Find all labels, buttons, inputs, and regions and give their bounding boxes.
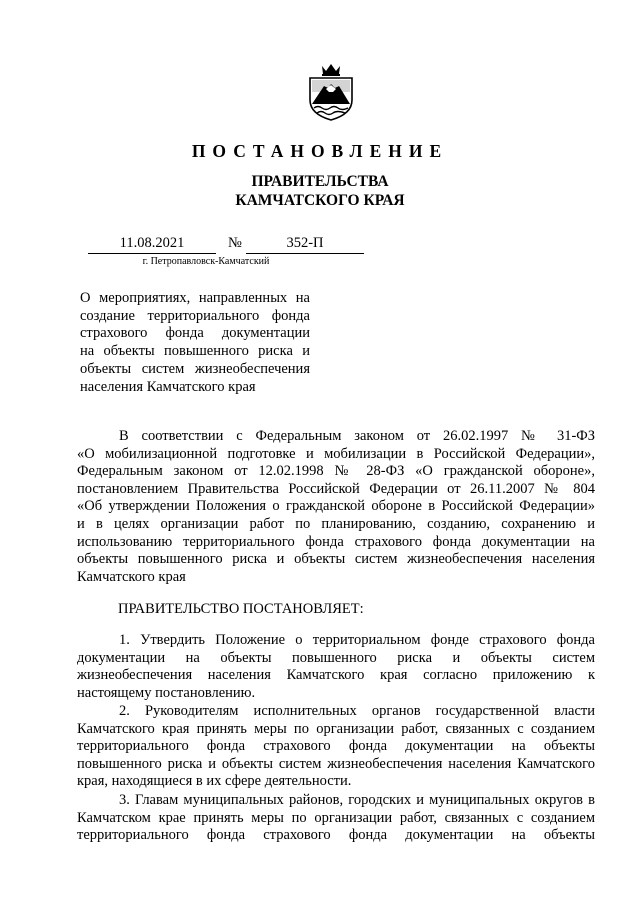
subject-line: объекты систем жизнеобеспечения [80, 360, 310, 377]
authority-line-1: ПРАВИТЕЛЬСТВА [251, 173, 389, 190]
item-line: территориального фонда страхового фонда документации на объекты [77, 738, 595, 755]
document-title: ПОСТАНОВЛЕНИЕ [191, 141, 449, 161]
preamble-line: Федеральным законом от 12.02.1998 № 28-ФЗ «О гражданской обороне», [77, 463, 595, 480]
city-name: г. Петропавловск-Камчатский [142, 256, 270, 267]
preamble-line: «Об утверждении Положения о гражданской обороне в Российской Федерации» [77, 498, 595, 515]
item-line: документации на объекты повышенного риска и объекты систем [77, 649, 595, 666]
item-line: настоящему постановлению. [77, 684, 256, 701]
item-line: края, находящиеся в их сфере деятельности. [77, 773, 352, 790]
authority-line-2: КАМЧАТСКОГО КРАЯ [235, 192, 405, 209]
item-line: жизнеобеспечения населения Камчатского края согласно приложению к [77, 667, 595, 684]
preamble-line: постановлением Правительства Российской Федерации от 26.11.2007 № 804 [77, 480, 595, 497]
document-date: 11.08.2021 [88, 235, 216, 254]
subject-line: на объекты повышенного риска и [80, 343, 310, 360]
subject-line: населения Камчатского края [80, 378, 256, 395]
item-line: Камчатском крае принять меры по организации работ, связанных с созданием [77, 809, 595, 826]
document-subject [80, 290, 310, 396]
subject-line: страхового фонда документации [80, 325, 310, 342]
preamble-line: Камчатского края [77, 568, 186, 585]
item-line: 3. Главам муниципальных районов, городских и муниципальных округов в [119, 792, 595, 808]
subject-line: создание территориального фонда [80, 307, 310, 324]
item-line: 2. Руководителям исполнительных органов государственной власти [119, 703, 595, 719]
preamble-line: объекты повышенного риска и объекты систем жизнеобеспечения населения [77, 551, 595, 568]
item-3-paragraph [77, 792, 595, 845]
item-2-paragraph [77, 703, 595, 791]
item-line: 1. Утвердить Положение о территориальном фонде страхового фонда [119, 632, 595, 648]
document-number: 352-П [246, 235, 364, 254]
issuing-authority [0, 172, 640, 210]
subject-line: О мероприятиях, направленных на [80, 290, 310, 306]
coat-of-arms-icon [300, 62, 362, 122]
number-sign: № [228, 235, 242, 251]
item-line: территориального фонда страхового фонда документации на объекты [77, 827, 595, 844]
preamble-paragraph [77, 428, 595, 586]
item-line: повышенного риска и объекты систем жизнеобеспечения населения Камчатского [77, 755, 595, 772]
item-1-paragraph [77, 632, 595, 702]
preamble-line: В соответствии с Федеральным законом от 26.02.1997 № 31-ФЗ [119, 428, 595, 444]
preamble-line: и в целях организации работ по планированию, созданию, сохранению и [77, 515, 595, 532]
preamble-line: использованию территориального фонда страхового фонда документации на [77, 533, 595, 550]
item-line: Камчатского края принять меры по организации работ, связанных с созданием [77, 720, 595, 737]
preamble-line: «О мобилизационной подготовке и мобилизации в Российской Федерации», [77, 445, 595, 462]
decree-heading: ПРАВИТЕЛЬСТВО ПОСТАНОВЛЯЕТ: [118, 601, 364, 617]
